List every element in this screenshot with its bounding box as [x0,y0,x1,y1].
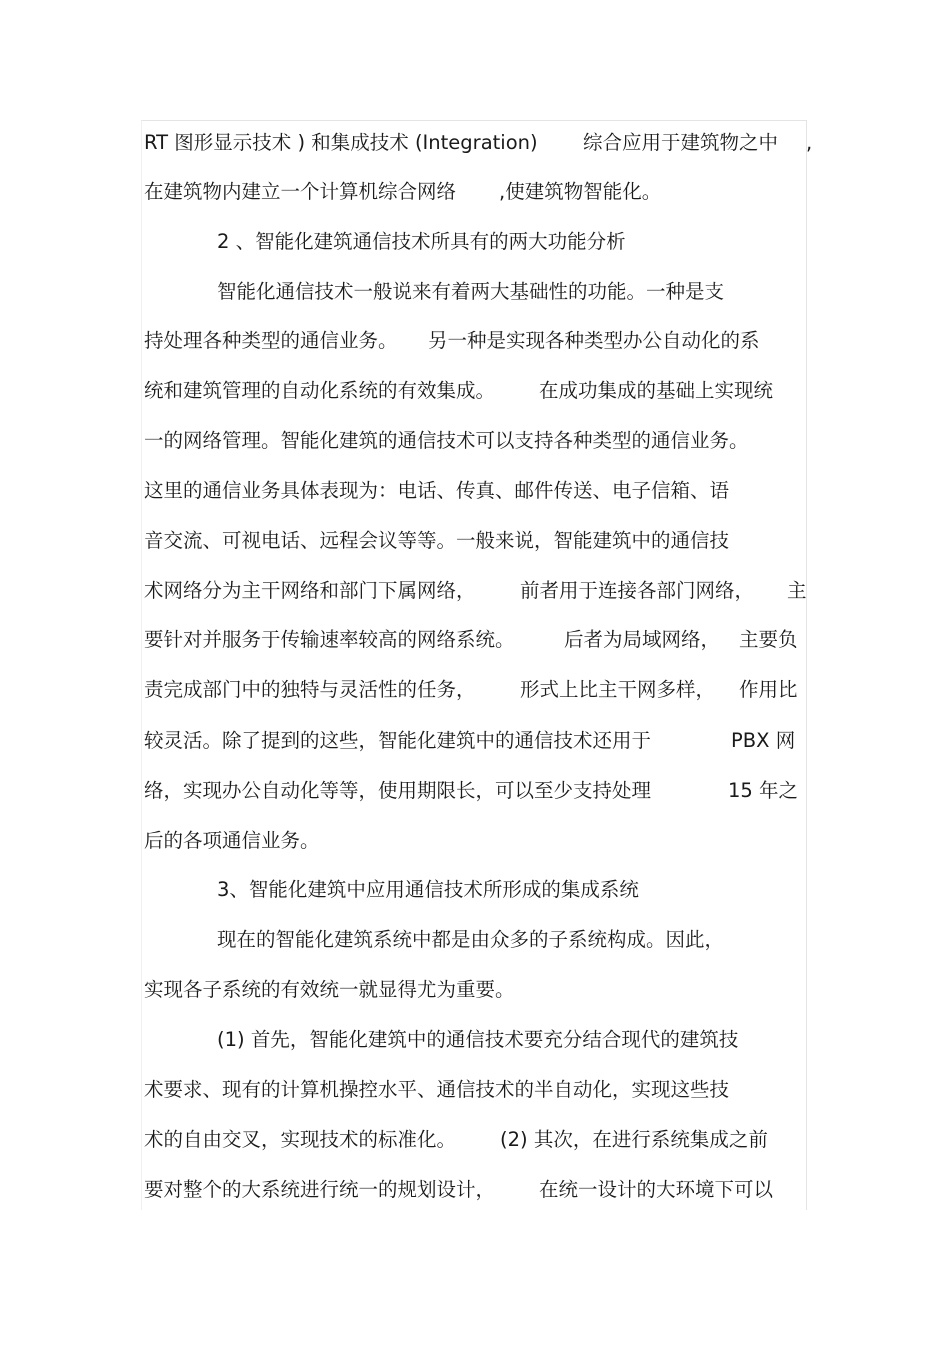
text-segment: 主 [787,579,807,602]
text-segment: , [806,131,813,154]
text-segment: 3、智能化建筑中应用通信技术所形成的集成系统 [217,878,639,901]
paragraph-first-line [217,277,807,307]
text-line [144,476,808,506]
text-segment: 要对整个的大系统进行统一的规划设计， [144,1178,496,1201]
section-heading [217,227,807,257]
text-line [144,726,808,756]
text-segment: (2) 其次，在进行系统集成之前 [500,1128,768,1151]
text-segment: 音交流、可视电话、远程会议等等。一般来说，智能建筑中的通信技 [144,529,730,552]
text-segment: 后的各项通信业务。 [144,829,320,852]
text-segment: 络，实现办公自动化等等，使用期限长，可以至少支持处理 [144,779,652,802]
text-segment: 持处理各种类型的通信业务。 [144,329,398,352]
text-segment: 形式上比主干网多样， [520,678,716,701]
text-segment: ,使建筑物智能化。 [499,180,662,203]
text-line [144,776,808,806]
text-line [144,975,808,1005]
text-line [144,326,808,356]
text-line [144,625,808,655]
text-segment: 主要负 [739,628,798,651]
text-segment: 15 年之 [728,779,799,802]
text-segment: 现在的智能化建筑系统中都是由众多的子系统构成。因此， [217,928,725,951]
paragraph-first-line [217,925,807,955]
text-segment: 一的网络管理。智能化建筑的通信技术可以支持各种类型的通信业务。 [144,429,749,452]
paragraph-first-line [217,1025,807,1055]
text-line [144,426,808,456]
text-segment: 较灵活。除了提到的这些，智能化建筑中的通信技术还用于 [144,729,652,752]
text-segment: (1) 首先，智能化建筑中的通信技术要充分结合现代的建筑技 [217,1028,739,1051]
text-segment: 作用比 [739,678,798,701]
text-segment: 后者为局域网络， [564,628,721,651]
text-line [144,526,808,556]
text-line [144,376,808,406]
text-line [144,1175,808,1205]
text-line [144,1125,808,1155]
text-segment: 另一种是实现各种类型办公自动化的系 [428,329,760,352]
text-segment: 实现各子系统的有效统一就显得尤为重要。 [144,978,515,1001]
text-segment: 前者用于连接各部门网络， [520,579,755,602]
text-line [144,177,808,207]
text-line [144,675,808,705]
text-segment: 在成功集成的基础上实现统 [539,379,774,402]
text-segment: 术网络分为主干网络和部门下属网络， [144,579,476,602]
text-segment: 要针对并服务于传输速率较高的网络系统。 [144,628,515,651]
text-segment: 责完成部门中的独特与灵活性的任务， [144,678,476,701]
text-segment: 这里的通信业务具体表现为：电话、传真、邮件传送、电子信箱、语 [144,479,730,502]
text-segment: 综合应用于建筑物之中 [583,131,779,154]
text-line [144,826,808,856]
text-segment: RT 图形显示技术 ) 和集成技术 (Integration) [144,131,538,154]
text-segment: 在统一设计的大环境下可以 [539,1178,774,1201]
text-segment: 智能化通信技术一般说来有着两大基础性的功能。一种是支 [217,280,725,303]
section-heading [217,875,807,905]
text-line [144,1075,808,1105]
text-line [144,128,813,158]
text-segment: 术要求、现有的计算机操控水平、通信技术的半自动化，实现这些技 [144,1078,730,1101]
text-segment: PBX 网 [731,729,796,752]
text-segment: 2 、智能化建筑通信技术所具有的两大功能分析 [217,230,626,253]
text-segment: 在建筑物内建立一个计算机综合网络 [144,180,457,203]
text-line [144,576,808,606]
text-segment: 统和建筑管理的自动化系统的有效集成。 [144,379,496,402]
text-segment: 术的自由交叉，实现技术的标准化。 [144,1128,457,1151]
